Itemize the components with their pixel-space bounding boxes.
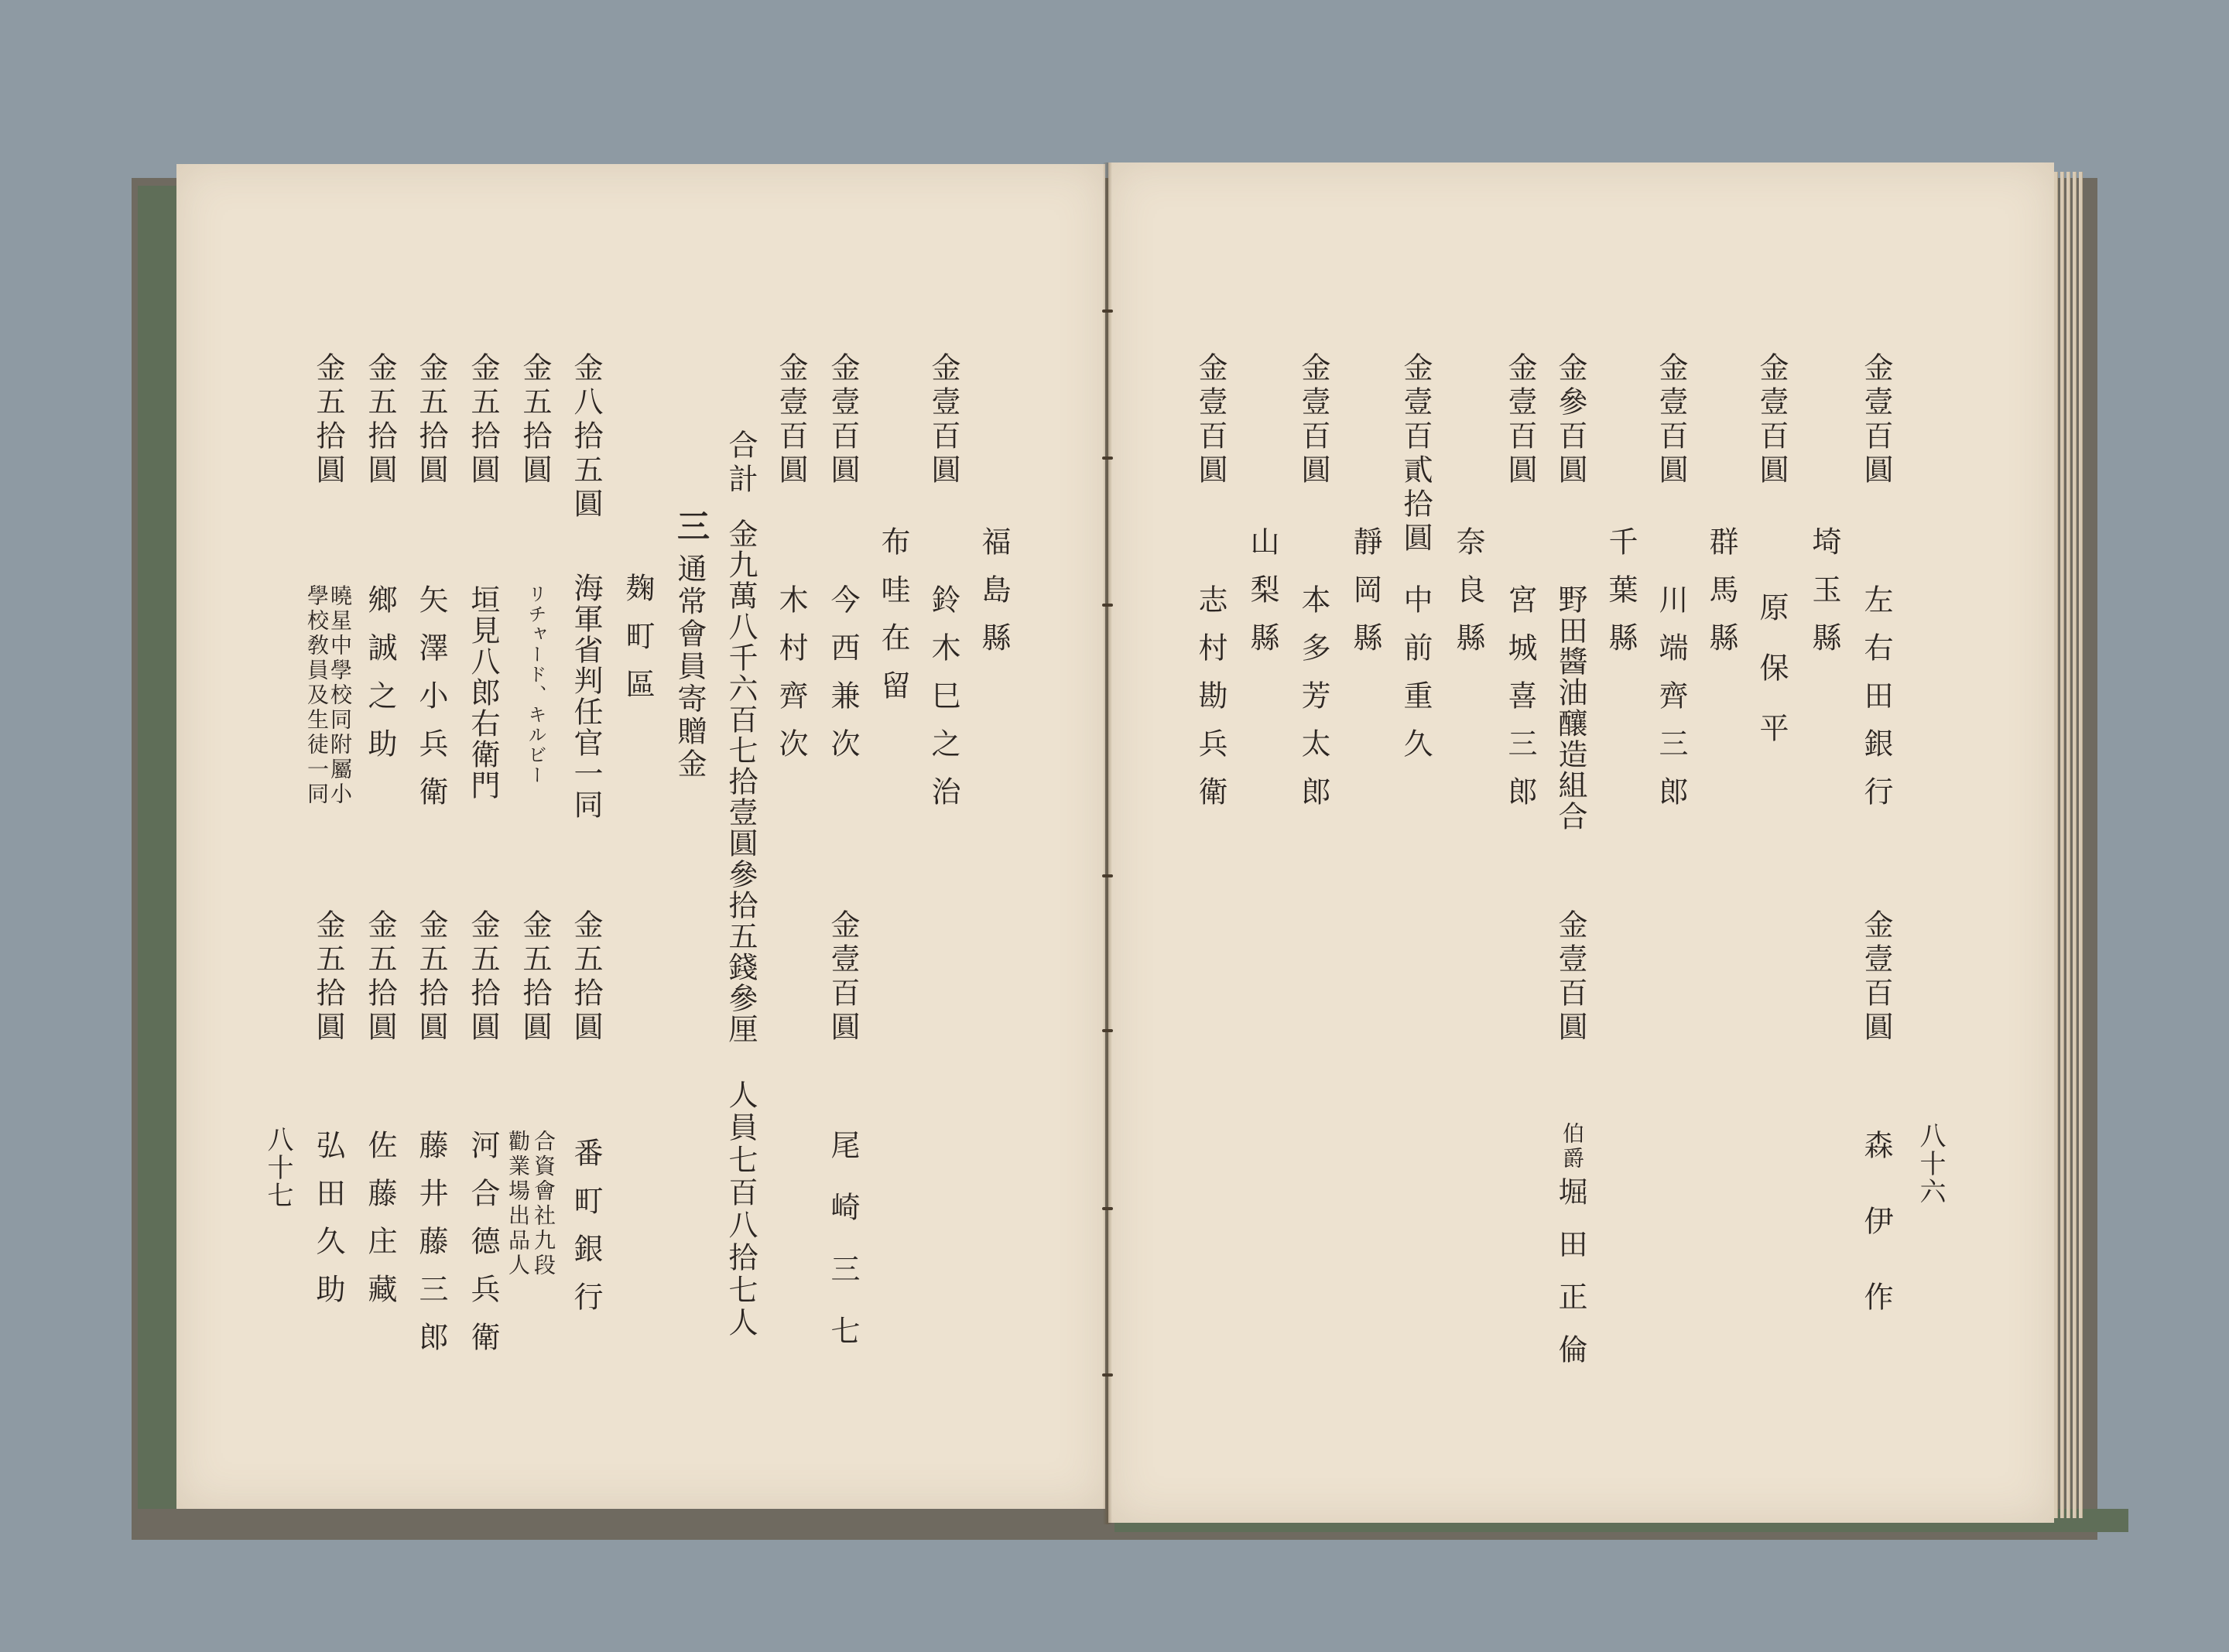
binding-stitch: [1102, 457, 1113, 460]
amount: 金壹百圓: [1503, 352, 1537, 488]
donor-name: 木村齊次: [774, 584, 808, 776]
donor-name: リチャード、キルビー: [525, 584, 546, 785]
donor-name: 河合德兵衛: [466, 1130, 500, 1370]
amount: 金五拾圓: [414, 352, 448, 488]
amount: 金五拾圓: [311, 352, 345, 488]
binding-stitch: [1102, 604, 1113, 607]
prefecture-heading: 埼玉縣: [1807, 526, 1841, 670]
amount: 金壹百圓: [826, 909, 860, 1045]
page-edges: [2054, 172, 2090, 1518]
amount: 金壹百圓: [1193, 352, 1227, 488]
amount: 金壹百圓: [774, 352, 808, 488]
amount: 金五拾圓: [518, 352, 552, 488]
prefecture-heading: 群馬縣: [1704, 526, 1738, 670]
donor-name: 海軍省判任官一同: [569, 573, 603, 820]
donor-name: 鈴木巳之治: [926, 584, 960, 824]
donor-name: 鄉誠之助: [363, 584, 397, 776]
donor-name: 左右田銀行: [1859, 584, 1893, 824]
donor-name: 垣見八郎右衛門: [466, 584, 500, 801]
binding-stitch: [1102, 1207, 1113, 1210]
page-number-left: 八十七: [262, 1126, 293, 1209]
amount: 金壹百圓: [926, 352, 960, 488]
prefecture-heading: 福島縣: [977, 526, 1011, 670]
donor-name: 佐藤庄藏: [363, 1130, 397, 1322]
amount: 金五拾圓: [311, 909, 345, 1045]
prefecture-heading: 奈良縣: [1451, 526, 1485, 670]
amount: 金五拾圓: [569, 909, 603, 1045]
page-number-right: 八十六: [1915, 1122, 1946, 1206]
amount: 金壹百圓: [1859, 352, 1893, 488]
gutter: [1103, 162, 1112, 1524]
donor-name: 原保平: [1755, 592, 1789, 773]
amount: 金八拾五圓: [569, 352, 603, 522]
donor-name: 中前重久: [1399, 584, 1433, 776]
amount: 金壹百圓: [1859, 909, 1893, 1045]
residence-label: 布哇在留: [876, 526, 910, 718]
amount: 金參百圓: [1553, 352, 1587, 488]
donor-name: 合資會社九段: [531, 1130, 556, 1278]
amount: 金五拾圓: [363, 909, 397, 1045]
donor-name: 學校敎員及生徒一同: [304, 584, 330, 807]
donor-name: 森伊作: [1859, 1130, 1893, 1357]
amount: 金壹百圓: [1553, 909, 1587, 1045]
donor-name: 宮城喜三郎: [1503, 584, 1537, 824]
total-persons: 人員七百八拾七人: [724, 1079, 758, 1339]
ward-heading: 麹町區: [621, 573, 655, 717]
donor-name: 尾崎三七: [826, 1130, 860, 1377]
amount: 金壹百圓: [1296, 352, 1330, 488]
donor-name: 本多芳太郎: [1296, 584, 1330, 824]
donor-name: 川端齊三郎: [1654, 584, 1688, 824]
donor-name: 野田醬油釀造組合: [1553, 584, 1587, 832]
binding-stitch: [1102, 874, 1113, 877]
total-label: 合計: [724, 429, 758, 498]
donor-name: 番町銀行: [569, 1137, 603, 1329]
title: 伯爵: [1560, 1122, 1585, 1171]
prefecture-heading: 靜岡縣: [1348, 526, 1382, 670]
binding-stitch: [1102, 1029, 1113, 1032]
donor-name: 今西兼次: [826, 584, 860, 776]
amount: 金五拾圓: [414, 909, 448, 1045]
prefecture-heading: 山梨縣: [1245, 526, 1279, 670]
amount: 金五拾圓: [466, 352, 500, 488]
amount: 金壹百貳拾圓: [1399, 352, 1433, 556]
amount: 金壹百圓: [1755, 352, 1789, 488]
binding-stitch: [1102, 1373, 1113, 1377]
amount: 金五拾圓: [363, 352, 397, 488]
section-number: 三: [673, 509, 710, 546]
binding-stitch: [1102, 310, 1113, 313]
donor-name: 勸業場出品人: [505, 1130, 531, 1278]
donor-name: 弘田久助: [311, 1130, 345, 1322]
section-title: 通常會員寄贈金: [673, 553, 707, 781]
donor-name: 堀田正倫: [1553, 1176, 1587, 1387]
donor-name: 曉星中學校同附屬小: [327, 584, 353, 807]
prefecture-heading: 千葉縣: [1604, 526, 1638, 670]
amount: 金壹百圓: [826, 352, 860, 488]
amount: 金壹百圓: [1654, 352, 1688, 488]
total-amount: 金九萬八千六百七拾壹圓參拾五錢參厘: [724, 518, 758, 1045]
donor-name: 藤井藤三郎: [414, 1130, 448, 1370]
donor-name: 矢澤小兵衛: [414, 584, 448, 824]
amount: 金五拾圓: [466, 909, 500, 1045]
amount: 金五拾圓: [518, 909, 552, 1045]
donor-name: 志村勘兵衛: [1193, 584, 1227, 824]
